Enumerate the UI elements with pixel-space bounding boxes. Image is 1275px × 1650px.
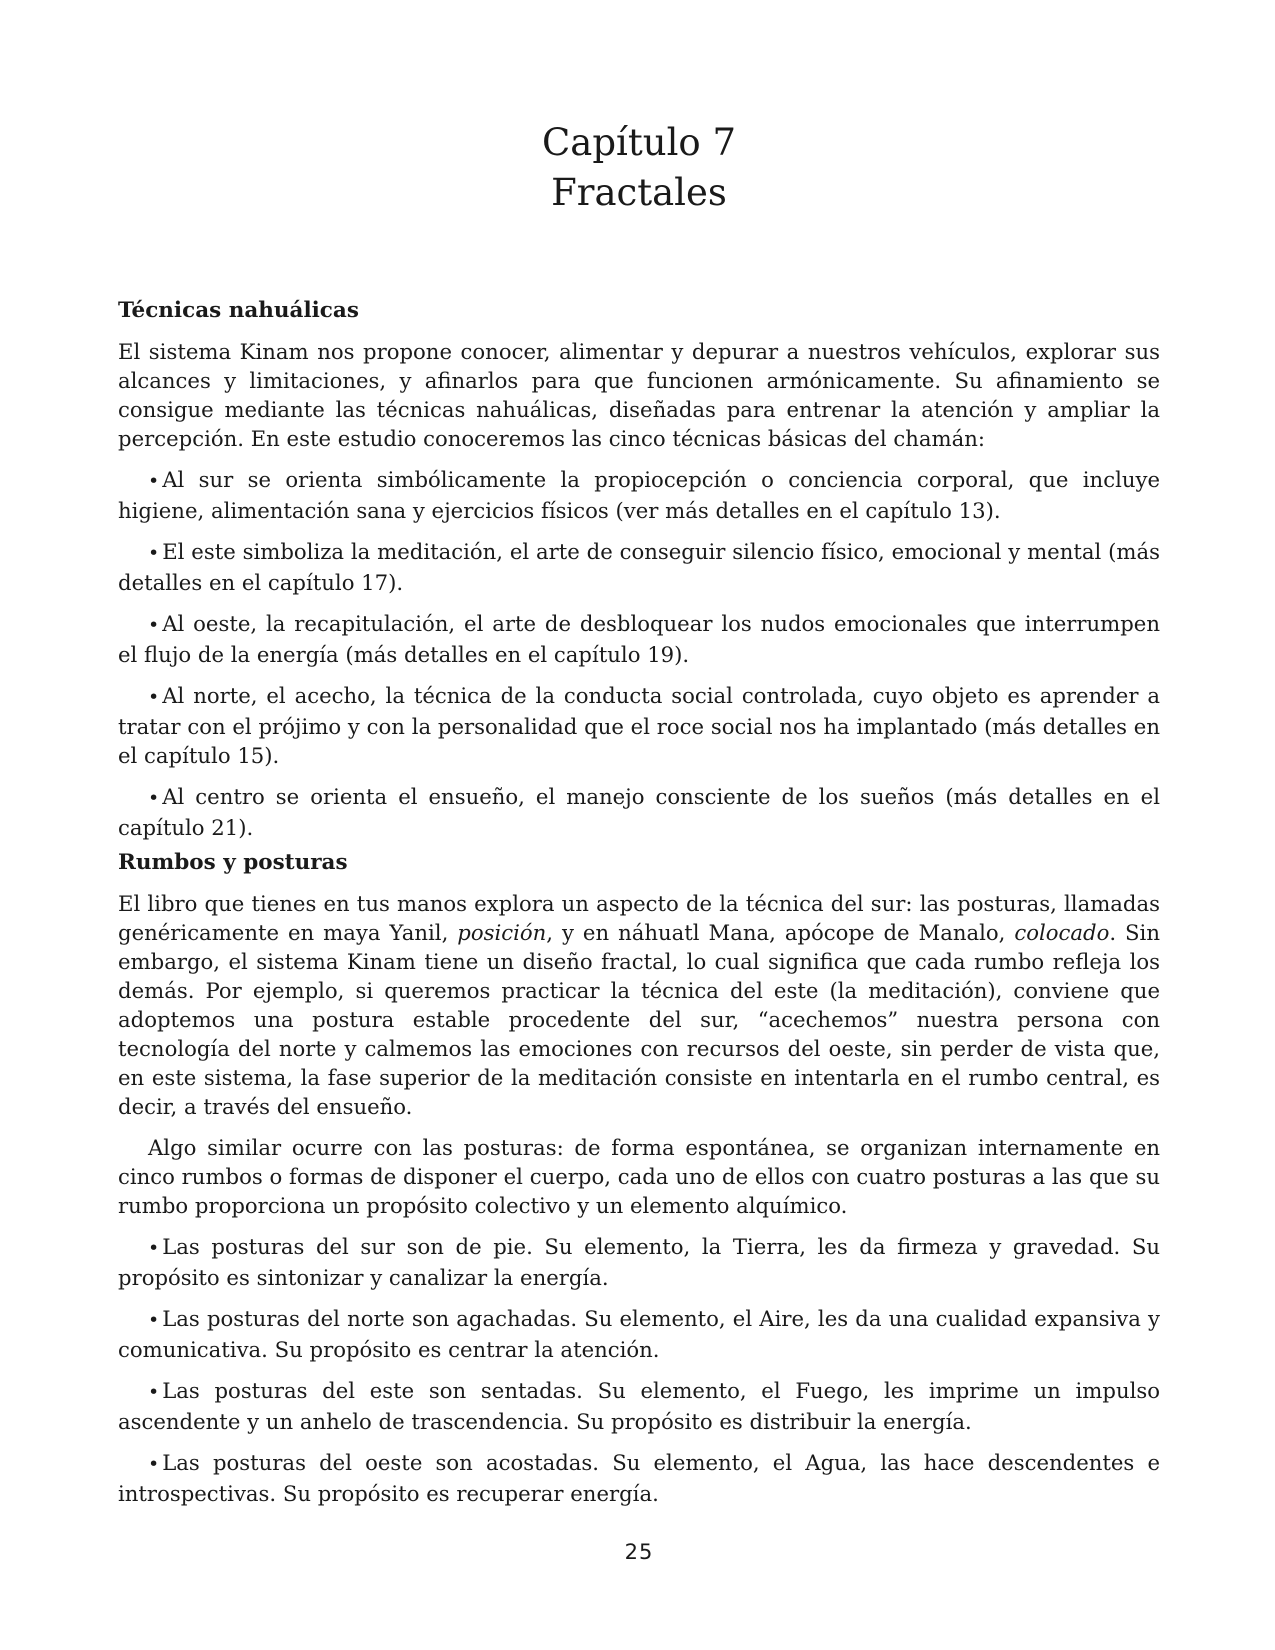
bullet-icon: •	[148, 1309, 160, 1331]
text-run: . Sin embargo, el sistema Kinam tiene un diseño fractal, lo cual significa que cada rumbo refleja los demás. Por ejemplo, si queremos practicar la técnica del este (la meditación), conviene que adoptemos una postura estable procedente del sur, “acechemos” nuestra persona con tecnología del norte y calmemos las emociones con recursos del oeste, sin perder de vista que, en este sistema, la fase superior de la meditación consiste en intentarla en el rumbo central, es decir, a través del ensueño.	[118, 920, 1160, 1119]
italic-term: posición	[457, 920, 547, 945]
chapter-name: Fractales	[551, 171, 727, 214]
chapter-number: Capítulo 7	[542, 121, 736, 164]
bullet-text: Las posturas del norte son agachadas. Su elemento, el Aire, les da una cualidad expansiva y comunicativa. Su propósito es centrar la atención.	[118, 1306, 1160, 1362]
bullet-item	[118, 609, 1160, 669]
section-heading-rumbos: Rumbos y posturas	[118, 850, 348, 875]
bullet-item	[118, 681, 1160, 770]
bullet-text: Al norte, el acecho, la técnica de la conducta social controlada, cuyo objeto es aprender a tratar con el prójimo y con la personalidad que el roce social nos ha implantado (más detalles en el capítulo 15).	[118, 683, 1160, 768]
bullet-item	[118, 1232, 1160, 1292]
bullet-item	[118, 1376, 1160, 1436]
bullet-icon: •	[148, 1237, 160, 1259]
bullet-item	[118, 782, 1160, 842]
bullet-icon: •	[148, 787, 160, 809]
text-run: , y en náhuatl Mana, apócope de Manalo,	[546, 920, 1015, 945]
bullet-icon: •	[148, 470, 160, 492]
chapter-title	[118, 118, 1160, 218]
bullet-icon: •	[148, 1381, 160, 1403]
section2-paragraph-1	[118, 889, 1160, 1121]
bullet-icon: •	[148, 1453, 160, 1475]
page-number: 25	[624, 1540, 654, 1564]
bullet-text: Al oeste, la recapitulación, el arte de desbloquear los nudos emocionales que interrumpen el flujo de la energía (más detalles en el capítulo 19).	[118, 611, 1160, 667]
bullet-icon: •	[148, 542, 160, 564]
bullet-text: Al centro se orienta el ensueño, el manejo consciente de los sueños (más detalles en el capítulo 21).	[118, 784, 1160, 840]
bullet-icon: •	[148, 614, 160, 636]
bullet-item	[118, 537, 1160, 597]
section1-intro-paragraph: El sistema Kinam nos propone conocer, alimentar y depurar a nuestros vehículos, explorar sus alcances y limitaciones, y afinarlos para que funcionen armónicamente. Su afinamiento se consigue mediante las técnicas nahuálicas, diseñadas para entrenar la atención y ampliar la percepción. En este estudio conoceremos las cinco técnicas básicas del chamán:	[118, 339, 1160, 451]
italic-term: colocado	[1014, 920, 1110, 945]
bullet-item	[118, 1304, 1160, 1364]
bullet-text: El este simboliza la meditación, el arte de conseguir silencio físico, emocional y mental (más detalles en el capítulo 17).	[118, 539, 1160, 595]
bullet-icon: •	[148, 686, 160, 708]
text-run: El libro que tienes en tus manos explora un aspecto de la técnica del sur: las posturas, llamadas genéricamente en maya Yanil,	[118, 891, 1160, 945]
bullet-item	[118, 1448, 1160, 1508]
bullet-text: Las posturas del este son sentadas. Su elemento, el Fuego, les imprime un impulso ascendente y un anhelo de trascendencia. Su propósito es distribuir la energía.	[118, 1378, 1160, 1434]
bullet-text: Las posturas del oeste son acostadas. Su elemento, el Agua, las hace descendentes e introspectivas. Su propósito es recuperar energía.	[118, 1450, 1160, 1506]
bullet-text: Al sur se orienta simbólicamente la propiocepción o conciencia corporal, que incluye higiene, alimentación sana y ejercicios físicos (ver más detalles en el capítulo 13).	[118, 467, 1160, 523]
section-heading-tecnicas: Técnicas nahuálicas	[118, 298, 359, 323]
page-content	[118, 296, 1160, 1520]
book-page	[118, 0, 1160, 1650]
section2-paragraph-2: Algo similar ocurre con las posturas: de forma espontánea, se organizan internamente en cinco rumbos o formas de disponer el cuerpo, cada uno de ellos con cuatro posturas a las que su rumbo proporciona un propósito colectivo y un elemento alquímico.	[118, 1135, 1160, 1218]
bullet-item	[118, 465, 1160, 525]
bullet-text: Las posturas del sur son de pie. Su elemento, la Tierra, les da firmeza y gravedad. Su propósito es sintonizar y canalizar la energía.	[118, 1234, 1160, 1290]
